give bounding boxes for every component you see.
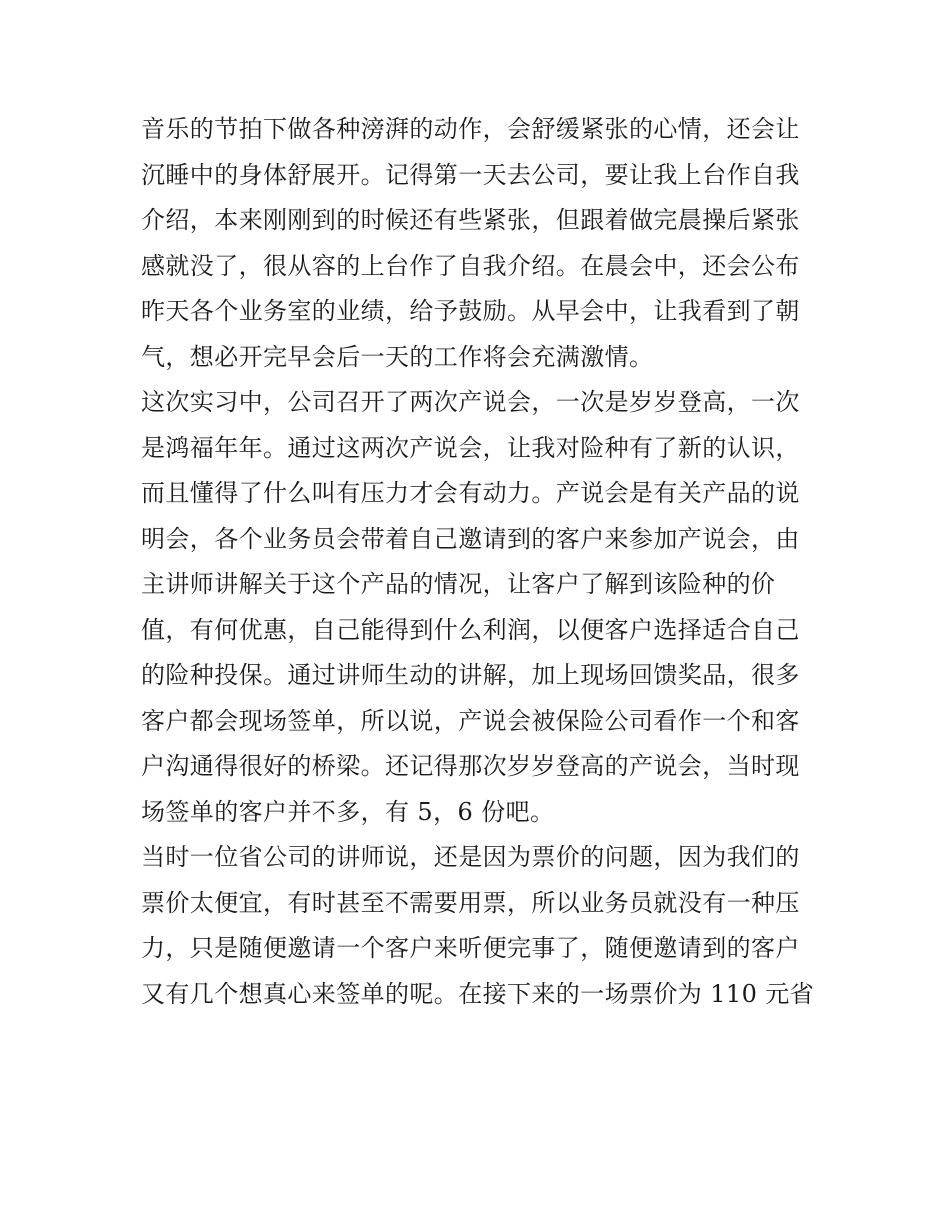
text-line: 气，想必开完早会后一天的工作将会充满激情。 [141,342,654,371]
text-line: 沉睡中的身体舒展开。记得第一天去公司，要让我上台作自我 [141,160,800,189]
text-line: 介绍，本来刚刚到的时候还有些紧张，但跟着做完晨操后紧张 [141,206,800,234]
text-line: 当时一位省公司的讲师说，还是因为票价的问题，因为我们的 [141,843,800,871]
text-line: 场签单的客户并不多，有 5，6 份吧。 [141,797,555,826]
text-line: 的险种投保。通过讲师生动的讲解，加上现场回馈奖品，很多 [141,661,800,689]
text-line: 户沟通得很好的桥梁。还记得那次岁岁登高的产说会，当时现 [141,752,800,780]
text-line: 这次实习中，公司召开了两次产说会，一次是岁岁登高，一次 [141,388,800,416]
text-line: 昨天各个业务室的业绩，给予鼓励。从早会中，让我看到了朝 [141,297,800,325]
text-line: 明会，各个业务员会带着自己邀请到的客户来参加产说会，由 [141,524,800,553]
text-line: 而且懂得了什么叫有压力才会有动力。产说会是有关产品的说 [141,479,800,507]
body-text [141,107,821,1017]
text-line: 客户都会现场签单，所以说，产说会被保险公司看作一个和客 [141,706,800,735]
text-line: 主讲师讲解关于这个产品的情况，让客户了解到该险种的价 [141,570,776,598]
text-line: 是鸿福年年。通过这两次产说会，让我对险种有了新的认识， [141,433,800,462]
text-line: 又有几个想真心来签单的呢。在接下来的一场票价为 110 元省 [141,979,815,1008]
text-line: 力，只是随便邀请一个客户来听便完事了，随便邀请到的客户 [141,934,800,962]
text-line: 感就没了，很从容的上台作了自我介绍。在晨会中，还会公布 [141,251,800,280]
text-line: 音乐的节拍下做各种滂湃的动作，会舒缓紧张的心情，还会让 [141,115,800,143]
text-line: 票价太便宜，有时甚至不需要用票，所以业务员就没有一种压 [141,888,800,917]
text-line: 值，有何优惠，自己能得到什么利润，以便客户选择适合自己 [141,615,800,644]
